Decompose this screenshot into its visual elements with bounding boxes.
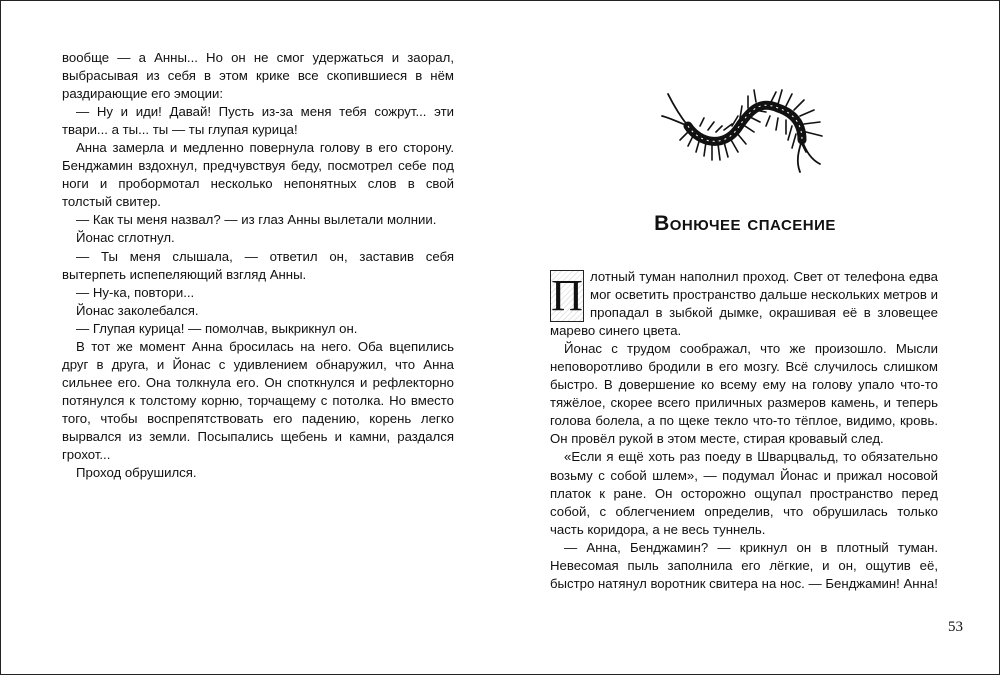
paragraph: — Глупая курица! — помолчав, выкрикнул он.	[76, 320, 358, 336]
paragraph: «Если я ещё хоть раз поеду в Шварцвальд, то обязательно возьму с собой шлем», — подумал Йонас и прижал носовой платок к ране. Он осторожно ощупал пространство перед собой, с облегчением определив, что обрушилась только часть коридора, а не весь туннель.	[550, 449, 938, 537]
paragraph: Йонас сглотнул.	[76, 230, 175, 246]
drop-cap: П	[551, 271, 583, 320]
paragraph: Йонас с трудом соображал, что же произошло. Мысли неповоротливо бродили в его мозгу. Всё случилось слишком быстро. В довершение ко всему ему на голову упало что-то тяжёлое, скорее всего приличных размеров камень, и теперь голова болела, а по щеке текло что-то тёплое, видимо, кровь. Он провёл рукой в этом месте, стирая кровавый след.	[550, 341, 938, 447]
paragraph: — Ну и иди! Давай! Пусть из-за меня тебя сожрут... эти твари... а ты... ты — ты глупая курица!	[62, 104, 454, 138]
paragraph: Анна замерла и медленно повернула голову в его сторону. Бенджамин вздохнул, предчувствуя беду, посмотрел себе под ноги и пробормотал несколько непонятных слов в свой толстый свитер.	[62, 140, 454, 210]
paragraph: — Ну-ка, повтори...	[76, 284, 195, 300]
paragraph: Проход обрушился.	[76, 465, 197, 481]
paragraph: — Ты меня слышала, — ответил он, заставив себя вытерпеть испепеляющий взгляд Анны.	[62, 248, 454, 282]
paragraph: — Анна, Бенджамин? — крикнул он в плотный туман. Невесомая пыль заполнила его лёгкие, и он, ощутив её, быстро натянул воротник свитера на нос. — Бенджамин! Анна!	[550, 539, 938, 591]
centipede-illustration	[660, 82, 840, 182]
chapter-title: Вонючее спасение	[654, 212, 836, 235]
right-page-text	[550, 268, 938, 593]
page-number: 53	[948, 619, 963, 635]
first-paragraph-text: лотный туман наполнил проход. Свет от телефона едва мог осветить пространство дальше нескольких метров и пропадал в зыбкой дымке, окрашивая её в зловещее марево синего цвета.	[550, 269, 938, 339]
left-page-text	[62, 49, 454, 482]
paragraph: — Как ты меня назвал? — из глаз Анны вылетали молнии.	[76, 212, 437, 228]
paragraph: Йонас заколебался.	[76, 302, 199, 318]
paragraph: вообще — а Анны... Но он не смог удержаться и заорал, выбрасывая из себя в этом крике все скопившиеся в нём раздирающие его эмоции:	[62, 50, 454, 102]
first-paragraph	[550, 268, 938, 340]
paragraph: В тот же момент Анна бросилась на него. Оба вцепились друг в друга, и Йонас с удивлением обнаружил, что Анна сильнее его. Она толкнула его. Он споткнулся и рефлекторно потянулся к толстому корню, торчащему с потолка. Но вместо того, чтобы воспрепятствовать его падению, корень легко вырвался из земли. Посыпались щебень и камни, раздался грохот...	[62, 338, 454, 463]
